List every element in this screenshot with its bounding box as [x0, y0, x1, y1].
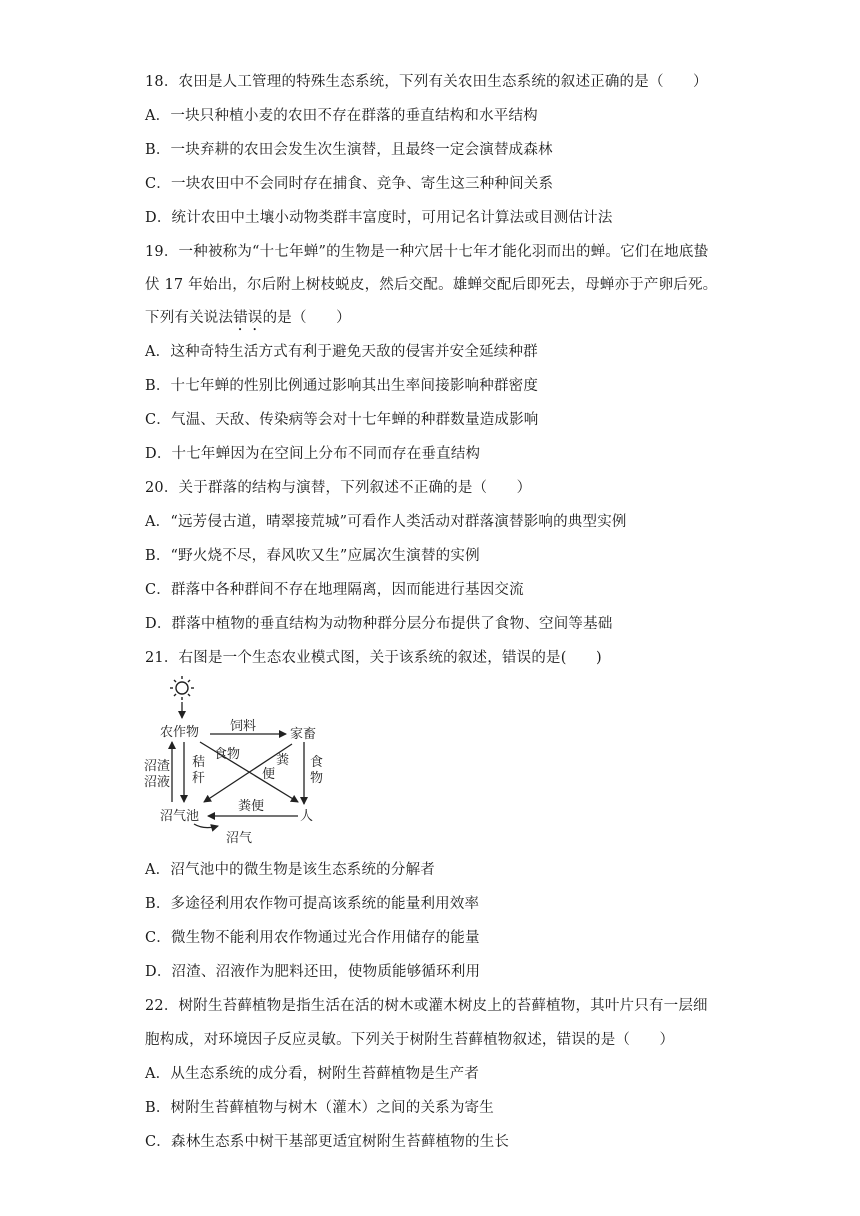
q18-option-b: B．一块弃耕的农田会发生次生演替，且最终一定会演替成森林: [145, 142, 553, 158]
label-manure-v1: 粪: [276, 753, 290, 768]
q19-option-d: D．十七年蝉因为在空间上分布不同而存在垂直结构: [145, 446, 481, 462]
q20-option-c: C．群落中各种群间不存在地理隔离，因而能进行基因交流: [145, 582, 524, 598]
label-food-v1: 食: [310, 755, 324, 770]
node-livestock: 家畜: [290, 727, 317, 742]
label-biogas: 沼气: [226, 831, 253, 846]
q19-stem-line1: 19．一种被称为“十七年蝉”的生物是一种穴居十七年才能化羽而出的蝉。它们在地底蛰: [145, 244, 709, 260]
node-biogas-pool: 沼气池: [160, 809, 200, 824]
node-crops: 农作物: [160, 725, 200, 740]
sun-icon: [170, 676, 194, 700]
q21-option-b: B．多途径利用农作物可提高该系统的能量利用效率: [145, 896, 480, 912]
label-food-v2: 物: [310, 771, 324, 786]
q18-option-c: C．一块农田中不会同时存在捕食、竞争、寄生这三种种间关系: [145, 176, 554, 192]
q19-emphasis-word: 错误: [233, 310, 263, 326]
label-slurry: 沼液: [144, 775, 171, 790]
q22-option-a: A．从生态系统的成分看，树附生苔藓植物是生产者: [145, 1066, 480, 1082]
label-food-cross: 食物: [214, 747, 241, 762]
label-straw2: 秆: [192, 771, 206, 786]
q19-option-a: A．这种奇特生活方式有利于避免天敌的侵害并安全延续种群: [145, 344, 538, 360]
label-residue: 沼渣: [144, 759, 171, 774]
q22-option-c: C．森林生态系中树干基部更适宜树附生苔藓植物的生长: [145, 1134, 510, 1150]
q19-stem-pre: 下列有关说法: [145, 310, 234, 326]
q20-option-b: B．“野火烧不尽，春风吹又生”应属次生演替的实例: [145, 548, 480, 564]
q19-option-b: B．十七年蝉的性别比例通过影响其出生率间接影响种群密度: [145, 378, 539, 394]
q18-option-a: A．一块只种植小麦的农田不存在群落的垂直结构和水平结构: [145, 108, 538, 124]
node-human: 人: [300, 809, 314, 824]
label-straw1: 秸: [192, 755, 206, 770]
q19-stem-post: 的是（ ）: [262, 310, 351, 326]
q21-option-c: C．微生物不能利用农作物通过光合作用储存的能量: [145, 930, 480, 946]
eco-agriculture-diagram: [140, 674, 340, 850]
label-feed: 饲料: [230, 719, 257, 734]
q22-stem-line1: 22．树附生苔藓植物是指生活在活的树木或灌木树皮上的苔藓植物，其叶片只有一层细: [145, 998, 708, 1014]
q21-option-a: A．沼气池中的微生物是该生态系统的分解者: [145, 862, 435, 878]
label-manure-v2: 便: [262, 767, 276, 782]
q20-option-a: A．“远芳侵古道，晴翠接荒城”可看作人类活动对群落演替影响的典型实例: [145, 514, 627, 530]
q22-stem-line2: 胞构成，对环境因子反应灵敏。下列关于树附生苔藓植物叙述，错误的是（ ）: [145, 1032, 675, 1048]
q20-option-d: D．群落中植物的垂直结构为动物种群分层分布提供了食物、空间等基础: [145, 616, 613, 632]
q19-option-c: C．气温、天敌、传染病等会对十七年蝉的种群数量造成影响: [145, 412, 539, 428]
q19-stem-line2: 伏 17 年始出，尔后附上树枝蜕皮，然后交配。雄蝉交配后即死去，母蝉亦于产卵后死。: [145, 277, 718, 293]
q21-stem: 21．右图是一个生态农业模式图，关于该系统的叙述，错误的是( ): [145, 650, 602, 666]
q21-option-d: D．沼渣、沼液作为肥料还田，使物质能够循环利用: [145, 964, 481, 980]
q18-option-d: D．统计农田中土壤小动物类群丰富度时，可用记名计算法或目测估计法: [145, 210, 613, 226]
q20-stem: 20．关于群落的结构与演替，下列叙述不正确的是（ ）: [145, 480, 532, 496]
q19-stem-line3: [145, 308, 351, 334]
arrow-biogas-out: [194, 824, 218, 828]
label-manure-h: 粪便: [238, 799, 265, 814]
q18-stem: 18．农田是人工管理的特殊生态系统，下列有关农田生态系统的叙述正确的是（ ）: [145, 74, 708, 90]
q22-option-b: B．树附生苔藓植物与树木（灌木）之间的关系为寄生: [145, 1100, 494, 1116]
